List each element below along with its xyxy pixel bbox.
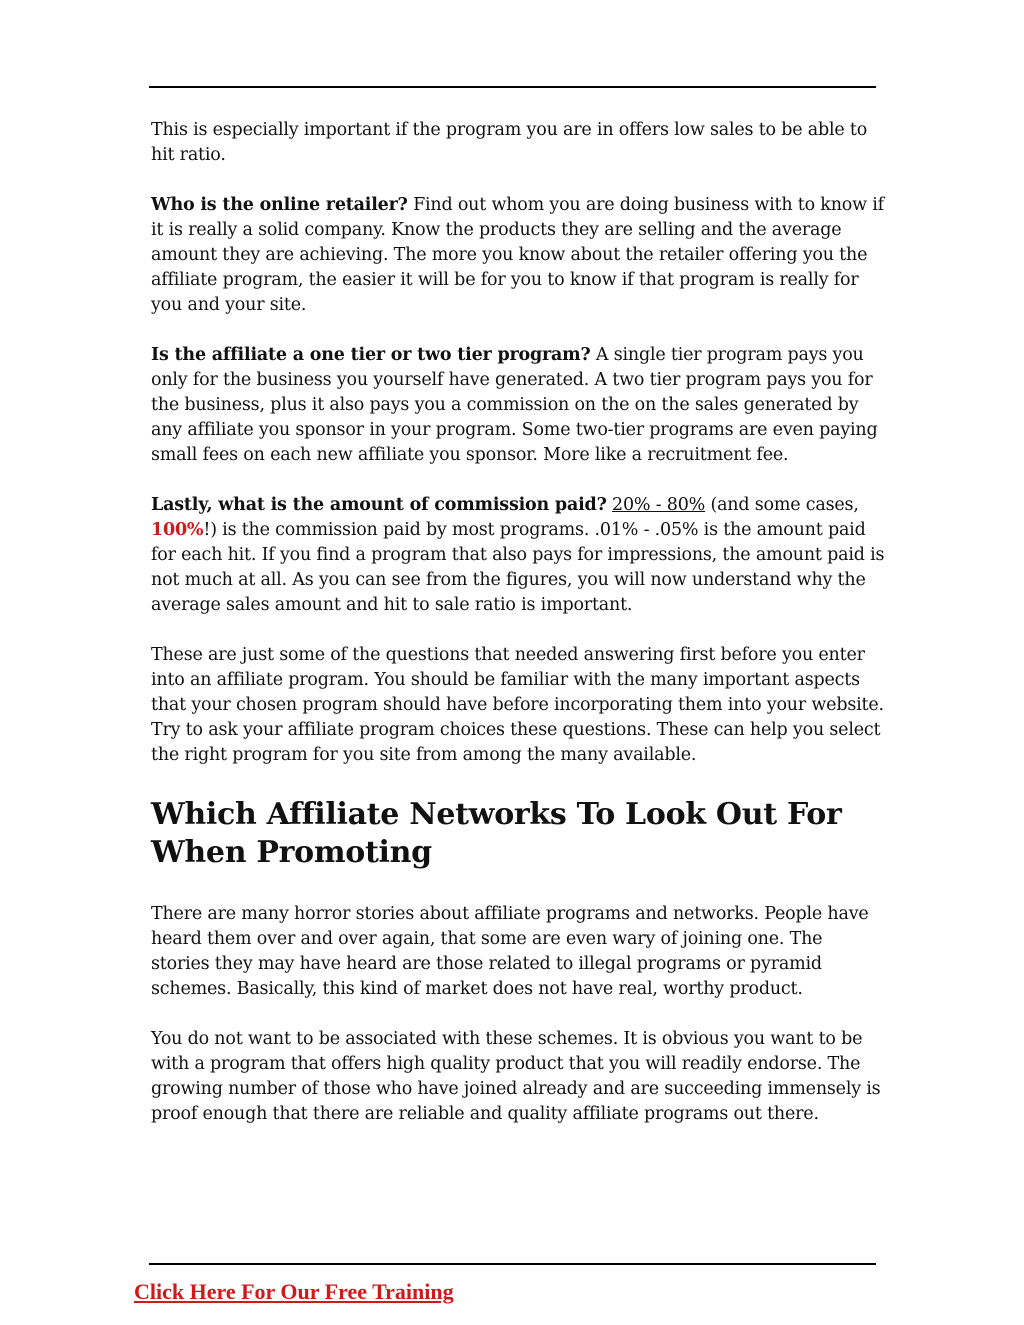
section-heading: Which Affiliate Networks To Look Out For When Promoting — [151, 797, 842, 870]
answer-tier-program: A single tier program pays you only for the business you yourself have generated. A two tier program pays you for the business, plus it also pays you a commission on the on the sales generated by any affiliate you sponsor in your program. Some two-tier programs are even paying small fees on each new affiliate you sponsor. More like a recruitment fee. — [151, 345, 878, 465]
commission-range: 20% - 80% — [612, 495, 706, 515]
question-online-retailer: Who is the online retailer? — [151, 195, 408, 215]
paragraph-online-retailer — [151, 193, 886, 318]
paragraph-hit-ratio: This is especially important if the program you are in offers low sales to be able to hit ratio. — [151, 120, 868, 165]
question-tier-program: Is the affiliate a one tier or two tier program? — [151, 345, 591, 365]
commission-text-b: !) is the commission paid by most programs. .01% - .05% is the amount paid for each hit. If you find a program that also pays for impressions, the amount paid is not much at all. As you can see from the figures, you will now understand why the average sales amount and hit to sale ratio is important. — [151, 520, 885, 615]
paragraph-quality-programs: You do not want to be associated with these schemes. It is obvious you want to be with a program that offers high quality product that you will readily endorse. The growing number of those who have joined already and are succeeding immensely is proof enough that there are reliable and quality affiliate programs out there. — [151, 1029, 881, 1124]
answer-online-retailer: Find out whom you are doing business with to know if it is really a solid company. Know the products they are selling and the average amount they are achieving. The more you know about the retailer offering you the affiliate program, the easier it will be for you to know if that program is really for you and your site. — [151, 195, 884, 315]
paragraph-summary: These are just some of the questions that needed answering first before you enter into an affiliate program. You should be familiar with the many important aspects that your chosen program should have before incorporating them into your website. Try to ask your affiliate program choices these questions. These can help you select the right program for you site from among the many available. — [151, 645, 884, 765]
top-divider — [149, 86, 876, 88]
bottom-divider — [149, 1263, 876, 1265]
paragraph-horror-stories: There are many horror stories about affiliate programs and networks. People have heard them over and over again, that some are even wary of joining one. The stories they may have heard are those related to illegal programs or pyramid schemes. Basically, this kind of market does not have real, worthy product. — [151, 904, 869, 999]
paragraph-commission — [151, 493, 886, 618]
document-body — [151, 118, 886, 1152]
paragraph-tier-program — [151, 343, 886, 468]
free-training-link[interactable]: Click Here For Our Free Training — [134, 1279, 454, 1304]
commission-text-a: (and some cases, — [705, 495, 859, 515]
question-commission: Lastly, what is the amount of commission paid? — [151, 495, 607, 515]
commission-highlight: 100% — [151, 520, 204, 540]
